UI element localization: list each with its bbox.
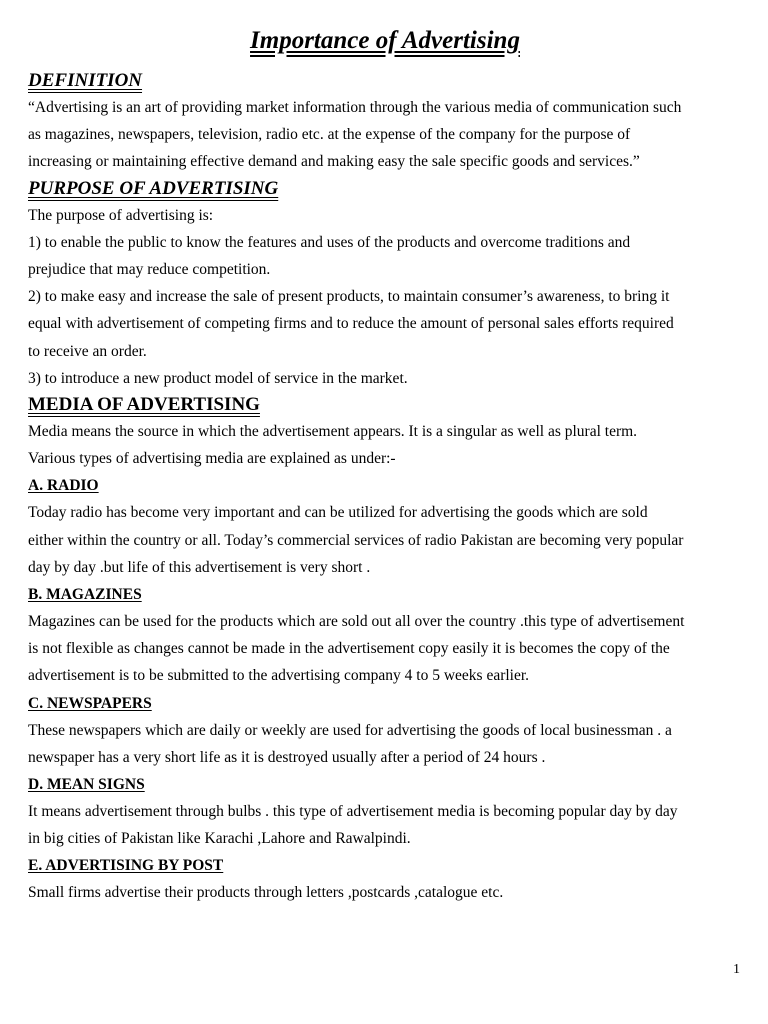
radio-text: Today radio has become very important and can be utilized for advertising the goods which are sold either within the country or all. Today’s commercial services of radio Pakistan are becoming very popular day by day .but life of this advertisement is very short .	[28, 504, 684, 576]
newspapers-heading: C. NEWSPAPERS	[28, 694, 152, 712]
purpose-point-3: 3) to introduce a new product model of service in the market.	[28, 369, 408, 387]
media-heading: MEDIA OF ADVERTISING	[28, 394, 260, 416]
purpose-point-1: 1) to enable the public to know the features and uses of the products and overcome traditions and prejudice that may reduce competition.	[28, 233, 631, 279]
magazines-heading: B. MAGAZINES	[28, 586, 142, 604]
media-intro: Media means the source in which the advertisement appears. It is a singular as well as plural term. Various types of advertising media are explained as under:-	[28, 423, 638, 468]
definition-heading: DEFINITION	[28, 70, 143, 91]
purpose-point-2: 2) to make easy and increase the sale of present products, to maintain consumer’s awareness, to bring it equal with advertisement of competing firms and to reduce the amount of personal sales efforts required to receive an order.	[28, 288, 674, 360]
post-heading: E. ADVERTISING BY POST	[28, 857, 224, 875]
mean-signs-heading: D. MEAN SIGNS	[28, 776, 145, 794]
document-title: Importance of Advertising	[250, 27, 520, 54]
purpose-intro: The purpose of advertising is:	[28, 206, 214, 224]
document-page	[28, 24, 742, 907]
mean-signs-text: It means advertisement through bulbs . this type of advertisement media is becoming popular day by day in big cities of Pakistan like Karachi ,Lahore and Rawalpindi.	[28, 803, 678, 848]
newspapers-text: These newspapers which are daily or weekly are used for advertising the goods of local businessman . a newspaper has a very short life as it is destroyed usually after a period of 24 hours .	[28, 721, 672, 766]
radio-heading: A. RADIO	[28, 477, 99, 495]
page-number: 1	[733, 962, 740, 977]
definition-text: “Advertising is an art of providing market information through the various media of communication such as magazines, newspapers, television, radio etc. at the expense of the company for the purpose of increasing or maintaining effective demand and making easy the sale specific goods and services.”	[28, 99, 682, 171]
magazines-text: Magazines can be used for the products which are sold out all over the country .this type of advertisement is not flexible as changes cannot be made in the advertisement copy easily it is becomes the copy of the advertisement is to be submitted to the advertising company 4 to 5 weeks earlier.	[28, 613, 685, 685]
purpose-heading: PURPOSE OF ADVERTISING	[28, 177, 279, 199]
post-text: Small firms advertise their products through letters ,postcards ,catalogue etc.	[28, 884, 504, 902]
